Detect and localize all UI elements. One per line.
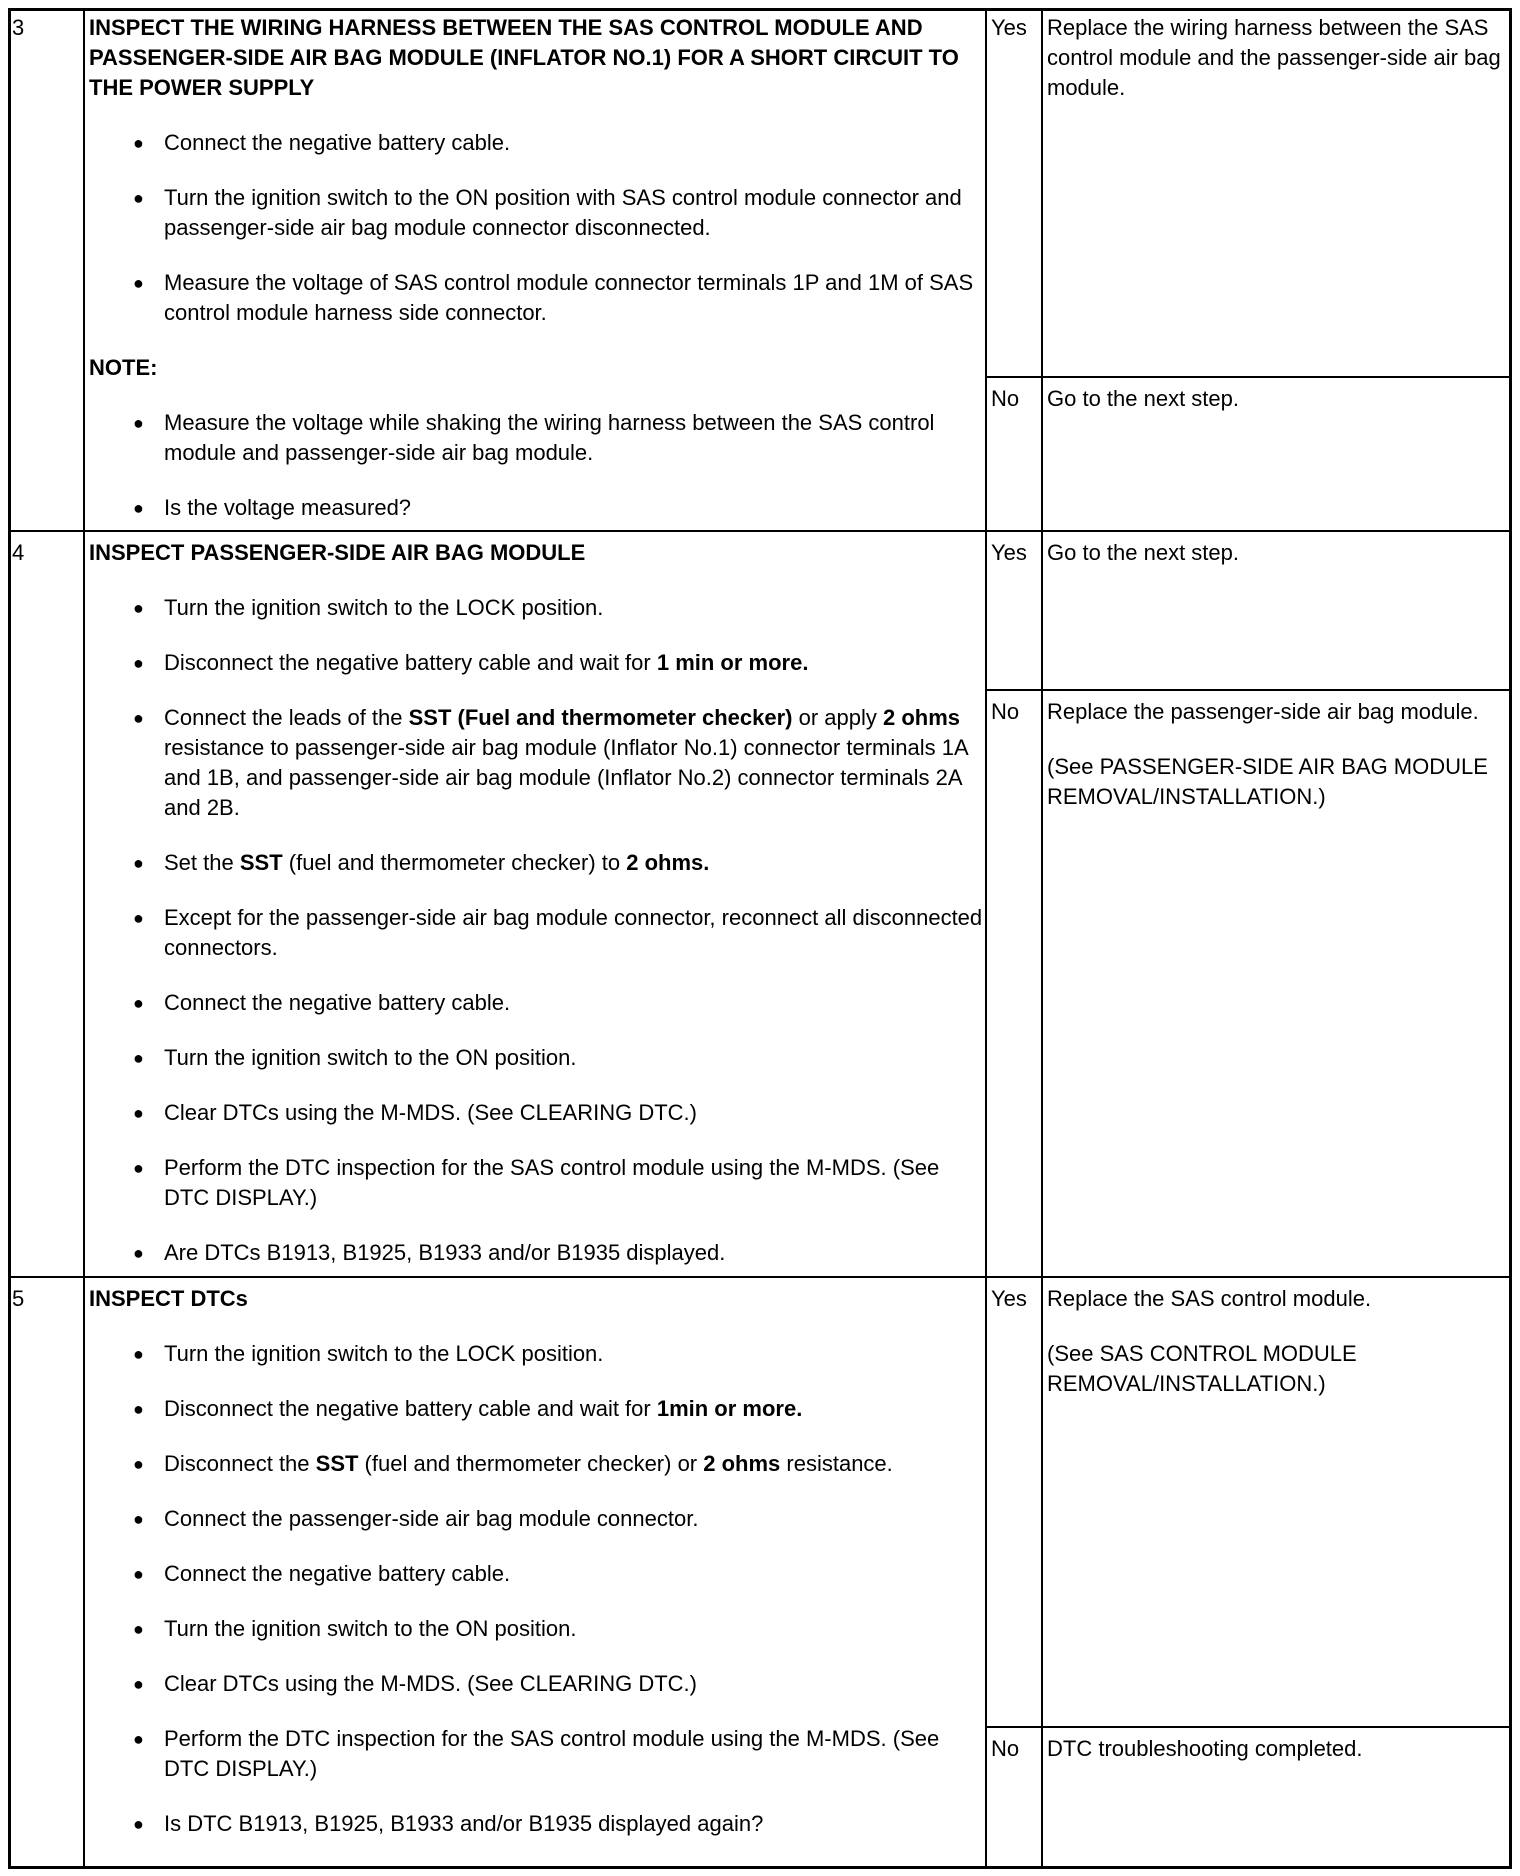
- no-result: [1047, 384, 1507, 414]
- list-item: ● Turn the ignition switch to the LOCK position.: [89, 1339, 984, 1369]
- list-item: ● Connect the passenger-side air bag module connector.: [89, 1504, 984, 1534]
- no-label: No: [991, 699, 1020, 724]
- list-item: ● Connect the negative battery cable.: [89, 988, 984, 1018]
- list-item: ● Turn the ignition switch to the LOCK position.: [89, 593, 984, 623]
- list-item: ● Except for the passenger-side air bag module connector, reconnect all disconnected connectors.: [89, 903, 984, 963]
- list-item: ● Turn the ignition switch to the ON position.: [89, 1614, 984, 1644]
- list-item: ● Is the voltage measured?: [89, 493, 984, 523]
- yes-result: [1047, 1284, 1507, 1399]
- no-result-text: Replace the passenger-side air bag module.: [1047, 699, 1479, 724]
- yes-no-divider-step-3: [987, 376, 1512, 378]
- step-number: 4: [12, 540, 25, 565]
- list-item: [89, 703, 984, 823]
- step-4-bullet-list: [89, 593, 984, 1268]
- step-title: INSPECT THE WIRING HARNESS BETWEEN THE SAS CONTROL MODULE AND PASSENGER-SIDE AIR BAG MODULE (INFLATOR NO.1) FOR A SHORT CIRCUIT TO THE POWER SUPPLY: [89, 15, 959, 100]
- bullet-text: (fuel and thermometer checker) to: [282, 850, 627, 875]
- no-result-text: DTC troubleshooting completed.: [1047, 1736, 1363, 1761]
- bullet-text: Disconnect the negative battery cable and wait for: [164, 1396, 657, 1421]
- bullet-text: resistance.: [780, 1451, 893, 1476]
- yes-no-divider-step-4: [987, 689, 1512, 691]
- list-item: ● Turn the ignition switch to the ON position.: [89, 1043, 984, 1073]
- column-divider-inspection: [985, 8, 987, 1869]
- no-label: No: [991, 386, 1020, 411]
- list-item: [89, 648, 984, 678]
- bullet-text: Disconnect the: [164, 1451, 316, 1476]
- list-item: ● Perform the DTC inspection for the SAS control module using the M-MDS. (See DTC DISPLAY.): [89, 1153, 984, 1213]
- step-number: 5: [12, 1286, 25, 1311]
- yes-result-text: Replace the SAS control module.: [1047, 1286, 1372, 1311]
- yes-label: Yes: [991, 15, 1027, 40]
- list-item: [89, 1394, 984, 1424]
- row-divider-4-5: [8, 1276, 1512, 1278]
- step-5-inspection: [89, 1284, 984, 1839]
- list-item: ● Perform the DTC inspection for the SAS control module using the M-MDS. (See DTC DISPLAY.): [89, 1724, 984, 1784]
- yes-result-reference: (See SAS CONTROL MODULE REMOVAL/INSTALLATION.): [1047, 1341, 1357, 1396]
- step-number: 3: [12, 15, 25, 40]
- list-item: ● Connect the negative battery cable.: [89, 1559, 984, 1589]
- bullet-text: resistance to passenger-side air bag module (Inflator No.1) connector terminals 1A and 1B, and passenger-side air bag module (Inflator No.2) connector terminals 2A and 2B.: [164, 735, 968, 820]
- step-title: INSPECT DTCs: [89, 1286, 248, 1311]
- bullet-emphasis: 2 ohms: [883, 705, 961, 730]
- no-label: No: [991, 1736, 1020, 1761]
- note-label: NOTE:: [89, 355, 158, 380]
- list-item: ● Clear DTCs using the M-MDS. (See CLEARING DTC.): [89, 1098, 984, 1128]
- bullet-text: Set the: [164, 850, 240, 875]
- list-item: ● Measure the voltage of SAS control module connector terminals 1P and 1M of SAS control module harness side connector.: [89, 268, 984, 328]
- yes-result: [1047, 13, 1507, 103]
- column-divider-yes-no: [1041, 8, 1043, 1869]
- list-item: ● Connect the negative battery cable.: [89, 128, 984, 158]
- bullet-emphasis: 2 ohms: [703, 1451, 781, 1476]
- step-3-bullet-list: [89, 128, 984, 328]
- yes-result-text: Replace the wiring harness between the SAS control module and the passenger-side air bag module.: [1047, 15, 1501, 100]
- step-4-inspection: [89, 538, 984, 1268]
- no-result: [1047, 1734, 1507, 1764]
- row-divider-3-4: [8, 530, 1512, 532]
- bullet-emphasis: 1 min or more.: [656, 650, 809, 675]
- list-item: ● Is DTC B1913, B1925, B1933 and/or B1935 displayed again?: [89, 1809, 984, 1839]
- bullet-text: Disconnect the negative battery cable and wait for: [164, 650, 657, 675]
- no-result-text: Go to the next step.: [1047, 386, 1240, 411]
- yes-no-divider-step-5: [987, 1726, 1512, 1728]
- bullet-emphasis: SST: [239, 850, 283, 875]
- yes-label: Yes: [991, 1286, 1027, 1311]
- list-item: ● Turn the ignition switch to the ON position with SAS control module connector and passenger-side air bag module connector disconnected.: [89, 183, 984, 243]
- no-result-reference: (See PASSENGER-SIDE AIR BAG MODULE REMOVAL/INSTALLATION.): [1047, 754, 1488, 809]
- bullet-text: or apply: [792, 705, 884, 730]
- yes-result: [1047, 538, 1507, 568]
- list-item: ● Clear DTCs using the M-MDS. (See CLEARING DTC.): [89, 1669, 984, 1699]
- step-title: INSPECT PASSENGER-SIDE AIR BAG MODULE: [89, 540, 586, 565]
- bullet-emphasis: SST (Fuel and thermometer checker): [408, 705, 793, 730]
- bullet-text: (fuel and thermometer checker) or: [358, 1451, 704, 1476]
- bullet-emphasis: SST: [315, 1451, 359, 1476]
- bullet-emphasis: 2 ohms.: [626, 850, 710, 875]
- no-result: [1047, 697, 1507, 812]
- list-item: [89, 1449, 984, 1479]
- bullet-text: Connect the leads of the: [164, 705, 409, 730]
- yes-result-text: Go to the next step.: [1047, 540, 1240, 565]
- column-divider-step: [83, 8, 85, 1869]
- yes-label: Yes: [991, 540, 1027, 565]
- note-bullet-list: [89, 408, 984, 523]
- bullet-emphasis: 1min or more.: [656, 1396, 803, 1421]
- step-5-bullet-list: [89, 1339, 984, 1839]
- list-item: [89, 848, 984, 878]
- list-item: ● Are DTCs B1913, B1925, B1933 and/or B1935 displayed.: [89, 1238, 984, 1268]
- step-3-inspection: [89, 13, 984, 523]
- list-item: ● Measure the voltage while shaking the wiring harness between the SAS control module and passenger-side air bag module.: [89, 408, 984, 468]
